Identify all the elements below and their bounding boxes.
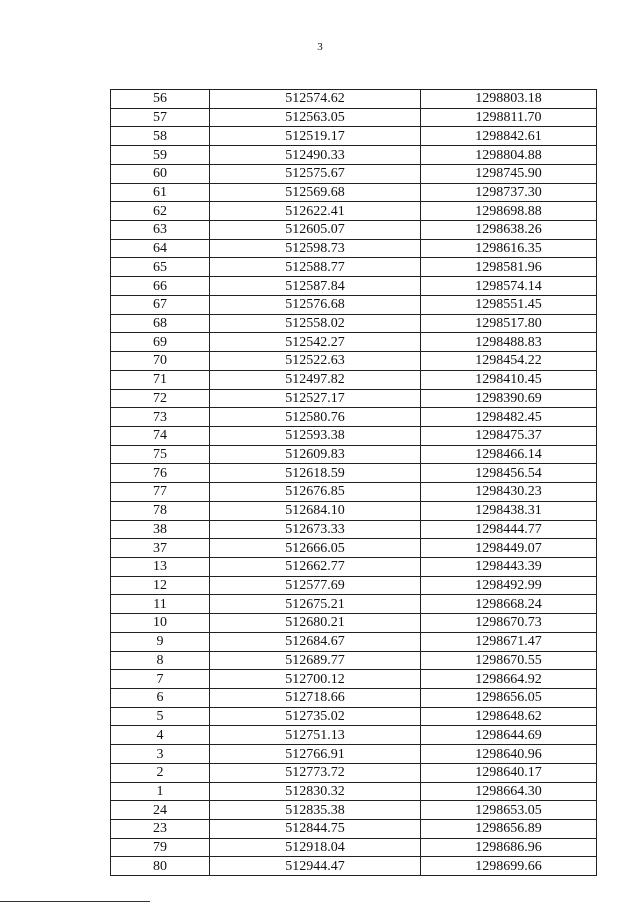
x-coordinate-cell: 512918.04 — [210, 838, 421, 857]
y-coordinate-cell: 1298390.69 — [421, 389, 597, 408]
y-coordinate-cell: 1298668.24 — [421, 595, 597, 614]
table-row — [111, 763, 597, 782]
y-coordinate-cell: 1298644.69 — [421, 726, 597, 745]
x-coordinate-cell: 512689.77 — [210, 651, 421, 670]
x-coordinate-cell: 512588.77 — [210, 258, 421, 277]
point-number-cell: 80 — [111, 857, 210, 876]
table-row — [111, 164, 597, 183]
point-number-cell: 59 — [111, 146, 210, 165]
x-coordinate-cell: 512580.76 — [210, 408, 421, 427]
point-number-cell: 7 — [111, 670, 210, 689]
point-number-cell: 79 — [111, 838, 210, 857]
table-row — [111, 445, 597, 464]
y-coordinate-cell: 1298670.73 — [421, 614, 597, 633]
y-coordinate-cell: 1298638.26 — [421, 221, 597, 240]
x-coordinate-cell: 512666.05 — [210, 539, 421, 558]
x-coordinate-cell: 512519.17 — [210, 127, 421, 146]
x-coordinate-cell: 512593.38 — [210, 426, 421, 445]
footer-rule — [0, 901, 150, 902]
point-number-cell: 62 — [111, 202, 210, 221]
y-coordinate-cell: 1298454.22 — [421, 352, 597, 371]
table-row — [111, 820, 597, 839]
y-coordinate-cell: 1298745.90 — [421, 164, 597, 183]
y-coordinate-cell: 1298443.39 — [421, 557, 597, 576]
x-coordinate-cell: 512618.59 — [210, 464, 421, 483]
y-coordinate-cell: 1298648.62 — [421, 707, 597, 726]
point-number-cell: 2 — [111, 763, 210, 782]
x-coordinate-cell: 512673.33 — [210, 520, 421, 539]
y-coordinate-cell: 1298482.45 — [421, 408, 597, 427]
table-row — [111, 782, 597, 801]
y-coordinate-cell: 1298671.47 — [421, 632, 597, 651]
point-number-cell: 63 — [111, 221, 210, 240]
page-number: 3 — [317, 41, 323, 53]
table-row — [111, 689, 597, 708]
x-coordinate-cell: 512680.21 — [210, 614, 421, 633]
y-coordinate-cell: 1298640.17 — [421, 763, 597, 782]
point-number-cell: 13 — [111, 557, 210, 576]
x-coordinate-cell: 512662.77 — [210, 557, 421, 576]
x-coordinate-cell: 512558.02 — [210, 314, 421, 333]
y-coordinate-cell: 1298811.70 — [421, 108, 597, 127]
table-row — [111, 221, 597, 240]
y-coordinate-cell: 1298842.61 — [421, 127, 597, 146]
point-number-cell: 8 — [111, 651, 210, 670]
table-row — [111, 857, 597, 876]
point-number-cell: 3 — [111, 745, 210, 764]
point-number-cell: 69 — [111, 333, 210, 352]
y-coordinate-cell: 1298444.77 — [421, 520, 597, 539]
table-row — [111, 370, 597, 389]
table-row — [111, 501, 597, 520]
point-number-cell: 1 — [111, 782, 210, 801]
table-row — [111, 557, 597, 576]
x-coordinate-cell: 512598.73 — [210, 239, 421, 258]
x-coordinate-cell: 512497.82 — [210, 370, 421, 389]
x-coordinate-cell: 512577.69 — [210, 576, 421, 595]
table-row — [111, 258, 597, 277]
table-row — [111, 295, 597, 314]
y-coordinate-cell: 1298488.83 — [421, 333, 597, 352]
table-row — [111, 632, 597, 651]
x-coordinate-cell: 512718.66 — [210, 689, 421, 708]
y-coordinate-cell: 1298616.35 — [421, 239, 597, 258]
x-coordinate-cell: 512569.68 — [210, 183, 421, 202]
x-coordinate-cell: 512542.27 — [210, 333, 421, 352]
table-row — [111, 389, 597, 408]
y-coordinate-cell: 1298466.14 — [421, 445, 597, 464]
y-coordinate-cell: 1298581.96 — [421, 258, 597, 277]
point-number-cell: 70 — [111, 352, 210, 371]
x-coordinate-cell: 512587.84 — [210, 277, 421, 296]
point-number-cell: 73 — [111, 408, 210, 427]
table-row — [111, 726, 597, 745]
y-coordinate-cell: 1298664.92 — [421, 670, 597, 689]
x-coordinate-cell: 512609.83 — [210, 445, 421, 464]
x-coordinate-cell: 512700.12 — [210, 670, 421, 689]
point-number-cell: 64 — [111, 239, 210, 258]
y-coordinate-cell: 1298574.14 — [421, 277, 597, 296]
point-number-cell: 5 — [111, 707, 210, 726]
table-row — [111, 670, 597, 689]
y-coordinate-cell: 1298438.31 — [421, 501, 597, 520]
point-number-cell: 78 — [111, 501, 210, 520]
point-number-cell: 68 — [111, 314, 210, 333]
x-coordinate-cell: 512563.05 — [210, 108, 421, 127]
y-coordinate-cell: 1298699.66 — [421, 857, 597, 876]
y-coordinate-cell: 1298686.96 — [421, 838, 597, 857]
y-coordinate-cell: 1298803.18 — [421, 90, 597, 109]
table-row — [111, 745, 597, 764]
x-coordinate-cell: 512684.10 — [210, 501, 421, 520]
table-row — [111, 539, 597, 558]
point-number-cell: 57 — [111, 108, 210, 127]
point-number-cell: 60 — [111, 164, 210, 183]
x-coordinate-cell: 512622.41 — [210, 202, 421, 221]
table-row — [111, 333, 597, 352]
x-coordinate-cell: 512605.07 — [210, 221, 421, 240]
y-coordinate-cell: 1298664.30 — [421, 782, 597, 801]
point-number-cell: 75 — [111, 445, 210, 464]
point-number-cell: 61 — [111, 183, 210, 202]
point-number-cell: 9 — [111, 632, 210, 651]
point-number-cell: 12 — [111, 576, 210, 595]
y-coordinate-cell: 1298698.88 — [421, 202, 597, 221]
x-coordinate-cell: 512675.21 — [210, 595, 421, 614]
y-coordinate-cell: 1298656.89 — [421, 820, 597, 839]
x-coordinate-cell: 512574.62 — [210, 90, 421, 109]
table-row — [111, 314, 597, 333]
table-row — [111, 408, 597, 427]
x-coordinate-cell: 512830.32 — [210, 782, 421, 801]
table-row — [111, 838, 597, 857]
y-coordinate-cell: 1298449.07 — [421, 539, 597, 558]
y-coordinate-cell: 1298492.99 — [421, 576, 597, 595]
table-row — [111, 277, 597, 296]
table-row — [111, 520, 597, 539]
point-number-cell: 56 — [111, 90, 210, 109]
table-row — [111, 483, 597, 502]
point-number-cell: 58 — [111, 127, 210, 146]
coordinates-table-body — [111, 90, 597, 876]
y-coordinate-cell: 1298804.88 — [421, 146, 597, 165]
x-coordinate-cell: 512576.68 — [210, 295, 421, 314]
point-number-cell: 71 — [111, 370, 210, 389]
table-row — [111, 146, 597, 165]
point-number-cell: 67 — [111, 295, 210, 314]
y-coordinate-cell: 1298737.30 — [421, 183, 597, 202]
table-row — [111, 464, 597, 483]
table-row — [111, 651, 597, 670]
x-coordinate-cell: 512684.67 — [210, 632, 421, 651]
table-row — [111, 239, 597, 258]
point-number-cell: 77 — [111, 483, 210, 502]
y-coordinate-cell: 1298430.23 — [421, 483, 597, 502]
x-coordinate-cell: 512575.67 — [210, 164, 421, 183]
y-coordinate-cell: 1298475.37 — [421, 426, 597, 445]
y-coordinate-cell: 1298656.05 — [421, 689, 597, 708]
point-number-cell: 37 — [111, 539, 210, 558]
x-coordinate-cell: 512522.63 — [210, 352, 421, 371]
point-number-cell: 24 — [111, 801, 210, 820]
table-row — [111, 90, 597, 109]
point-number-cell: 38 — [111, 520, 210, 539]
table-row — [111, 614, 597, 633]
point-number-cell: 65 — [111, 258, 210, 277]
point-number-cell: 74 — [111, 426, 210, 445]
y-coordinate-cell: 1298456.54 — [421, 464, 597, 483]
point-number-cell: 76 — [111, 464, 210, 483]
point-number-cell: 23 — [111, 820, 210, 839]
point-number-cell: 72 — [111, 389, 210, 408]
x-coordinate-cell: 512773.72 — [210, 763, 421, 782]
table-row — [111, 426, 597, 445]
y-coordinate-cell: 1298670.55 — [421, 651, 597, 670]
point-number-cell: 10 — [111, 614, 210, 633]
x-coordinate-cell: 512844.75 — [210, 820, 421, 839]
point-number-cell: 6 — [111, 689, 210, 708]
y-coordinate-cell: 1298517.80 — [421, 314, 597, 333]
y-coordinate-cell: 1298653.05 — [421, 801, 597, 820]
table-row — [111, 595, 597, 614]
y-coordinate-cell: 1298551.45 — [421, 295, 597, 314]
y-coordinate-cell: 1298640.96 — [421, 745, 597, 764]
point-number-cell: 4 — [111, 726, 210, 745]
x-coordinate-cell: 512944.47 — [210, 857, 421, 876]
y-coordinate-cell: 1298410.45 — [421, 370, 597, 389]
table-row — [111, 202, 597, 221]
point-number-cell: 11 — [111, 595, 210, 614]
table-row — [111, 801, 597, 820]
table-row — [111, 183, 597, 202]
x-coordinate-cell: 512527.17 — [210, 389, 421, 408]
table-row — [111, 576, 597, 595]
coordinates-table — [110, 89, 597, 876]
x-coordinate-cell: 512676.85 — [210, 483, 421, 502]
x-coordinate-cell: 512751.13 — [210, 726, 421, 745]
x-coordinate-cell: 512735.02 — [210, 707, 421, 726]
x-coordinate-cell: 512835.38 — [210, 801, 421, 820]
x-coordinate-cell: 512766.91 — [210, 745, 421, 764]
table-row — [111, 707, 597, 726]
table-row — [111, 127, 597, 146]
table-row — [111, 352, 597, 371]
point-number-cell: 66 — [111, 277, 210, 296]
x-coordinate-cell: 512490.33 — [210, 146, 421, 165]
table-row — [111, 108, 597, 127]
